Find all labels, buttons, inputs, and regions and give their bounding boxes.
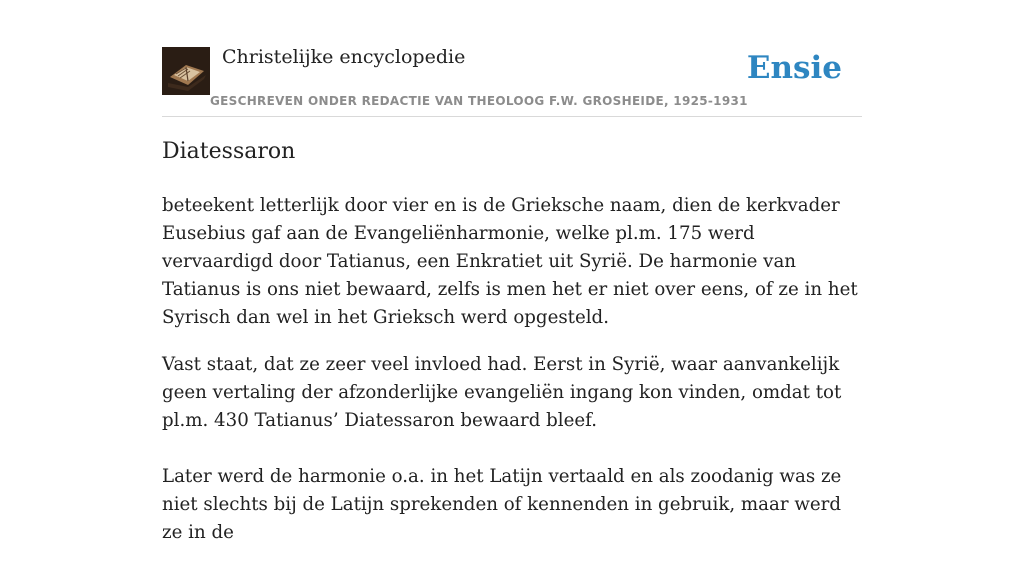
encyclopedia-avatar[interactable] bbox=[162, 47, 210, 95]
article-paragraph: Vast staat, dat ze zeer veel invloed had. Eerst in Syrië, waar aanvankelijk geen vertaling der afzonderlijke evangeliën ingang kon vinden, omdat tot pl.m. 430 Tatianus’ Diatessaron bewaard bleef. bbox=[162, 354, 842, 431]
article-title: Diatessaron bbox=[162, 139, 296, 164]
book-icon bbox=[162, 47, 210, 95]
site-header bbox=[162, 40, 862, 117]
paragraph-gap bbox=[162, 435, 862, 463]
site-title[interactable]: Christelijke encyclopedie bbox=[222, 46, 466, 68]
article-paragraph: beteekent letterlijk door vier en is de Grieksche naam, dien de kerkvader Eusebius gaf aan de Evangeliënharmonie, welke pl.m. 175 werd vervaardigd door Tatianus, een Enkratiet uit Syrië. De harmonie van Tatianus is ons niet bewaard, zelfs is men het er niet over eens, of ze in het Syrisch dan wel in het Grieksch werd opgesteld. bbox=[162, 195, 858, 328]
site-subtitle: GESCHREVEN ONDER REDACTIE VAN THEOLOOG F.W. GROSHEIDE, 1925-1931 bbox=[210, 94, 748, 108]
article-paragraph: Later werd de harmonie o.a. in het Latijn vertaald en als zoodanig was ze niet slechts bij de Latijn sprekenden of kennenden in gebruik, maar werd ze in de bbox=[162, 466, 842, 543]
ensie-logo-link[interactable]: Ensie bbox=[746, 50, 842, 86]
article-body bbox=[162, 192, 862, 566]
